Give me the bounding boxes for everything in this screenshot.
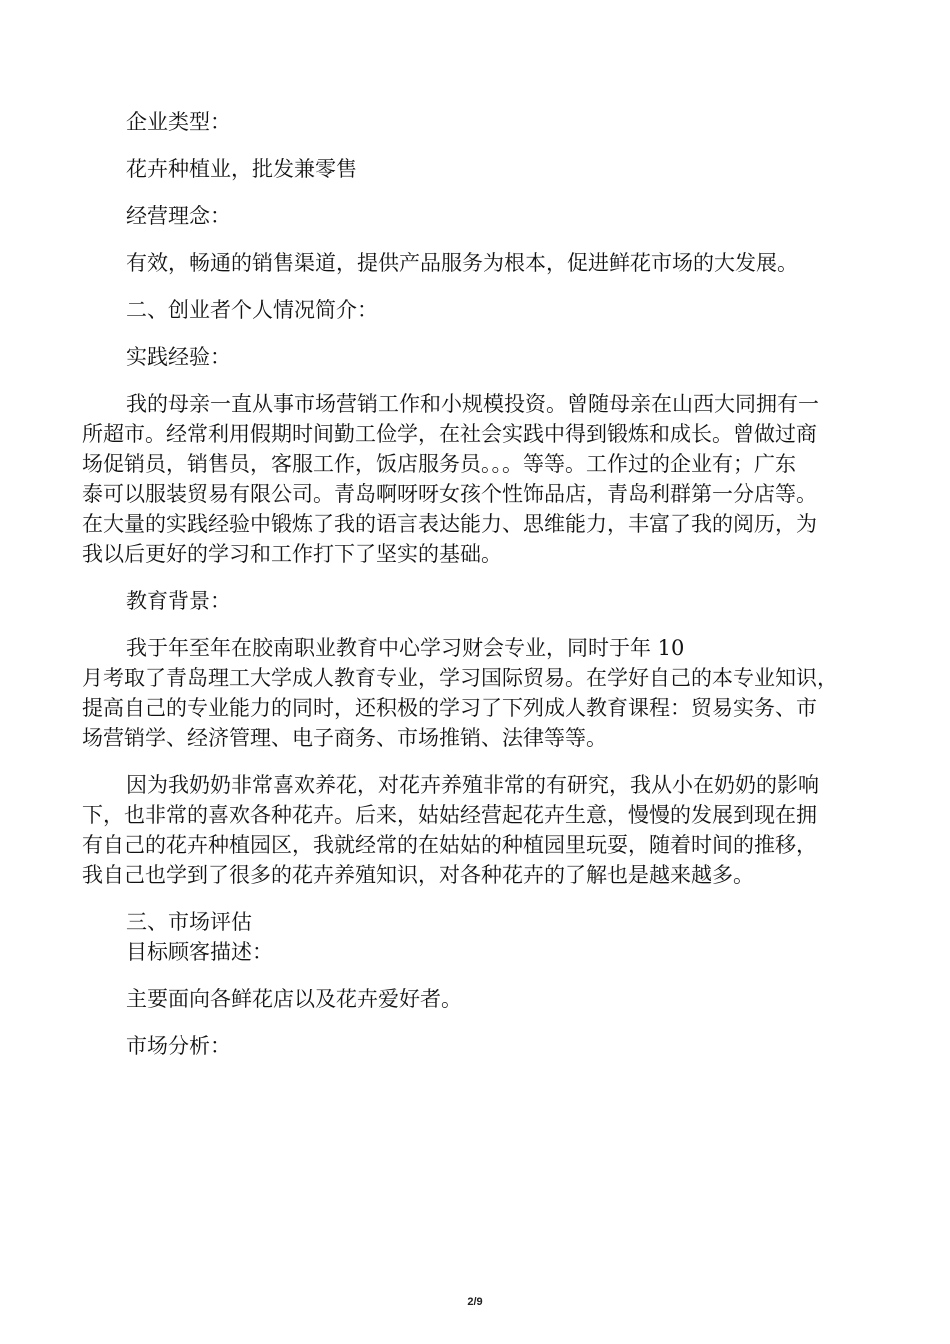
text-line: 教育背景：	[126, 589, 231, 613]
text-line: 有自己的花卉种植园区，我就经常的在姑姑的种植园里玩耍，随着时间的推移，	[82, 833, 817, 857]
page-number: 2/9	[467, 1296, 483, 1308]
text-line: 二、创业者个人情况简介：	[126, 298, 378, 322]
text-line: 三、市场评估	[126, 910, 252, 934]
text-line: 市场分析：	[126, 1034, 231, 1058]
text-line: 我的母亲一直从事市场营销工作和小规模投资。曾随母亲在山西大同拥有一	[126, 392, 819, 416]
text-line: 我于年至年在胶南职业教育中心学习财会专业，同时于年 10	[126, 636, 685, 660]
text-line: 有效，畅通的销售渠道，提供产品服务为根本，促进鲜花市场的大发展。	[126, 251, 798, 275]
text-line: 因为我奶奶非常喜欢养花，对花卉养殖非常的有研究，我从小在奶奶的影响	[126, 773, 819, 797]
text-line: 所超市。经常利用假期时间勤工俭学，在社会实践中得到锻炼和成长。曾做过商	[82, 422, 817, 446]
document-body	[82, 107, 872, 1078]
text-line: 目标顾客描述：	[126, 940, 273, 964]
text-line: 企业类型：	[126, 110, 231, 134]
text-line: 花卉种植业，批发兼零售	[126, 157, 357, 181]
text-line: 泰可以服装贸易有限公司。青岛啊呀呀女孩个性饰品店，青岛利群第一分店等。	[82, 482, 817, 506]
text-line: 实践经验：	[126, 345, 231, 369]
text-line: 在大量的实践经验中锻炼了我的语言表达能力、思维能力，丰富了我的阅历，为	[82, 512, 817, 536]
text-line: 月考取了青岛理工大学成人教育专业，学习国际贸易。在学好自己的本专业知识，	[82, 666, 838, 690]
text-line: 场促销员，销售员，客服工作，饭店服务员。。。等等。工作过的企业有；广东	[82, 452, 796, 476]
text-line: 下，也非常的喜欢各种花卉。后来，姑姑经营起花卉生意，慢慢的发展到现在拥	[82, 803, 817, 827]
text-line: 场营销学、经济管理、电子商务、市场推销、法律等等。	[82, 726, 607, 750]
text-line: 我自己也学到了很多的花卉养殖知识，对各种花卉的了解也是越来越多。	[82, 863, 754, 887]
text-line: 经营理念：	[126, 204, 231, 228]
text-line: 我以后更好的学习和工作打下了坚实的基础。	[82, 542, 502, 566]
text-line: 提高自己的专业能力的同时，还积极的学习了下列成人教育课程：贸易实务、市	[82, 696, 817, 720]
text-line: 主要面向各鲜花店以及花卉爱好者。	[126, 987, 462, 1011]
